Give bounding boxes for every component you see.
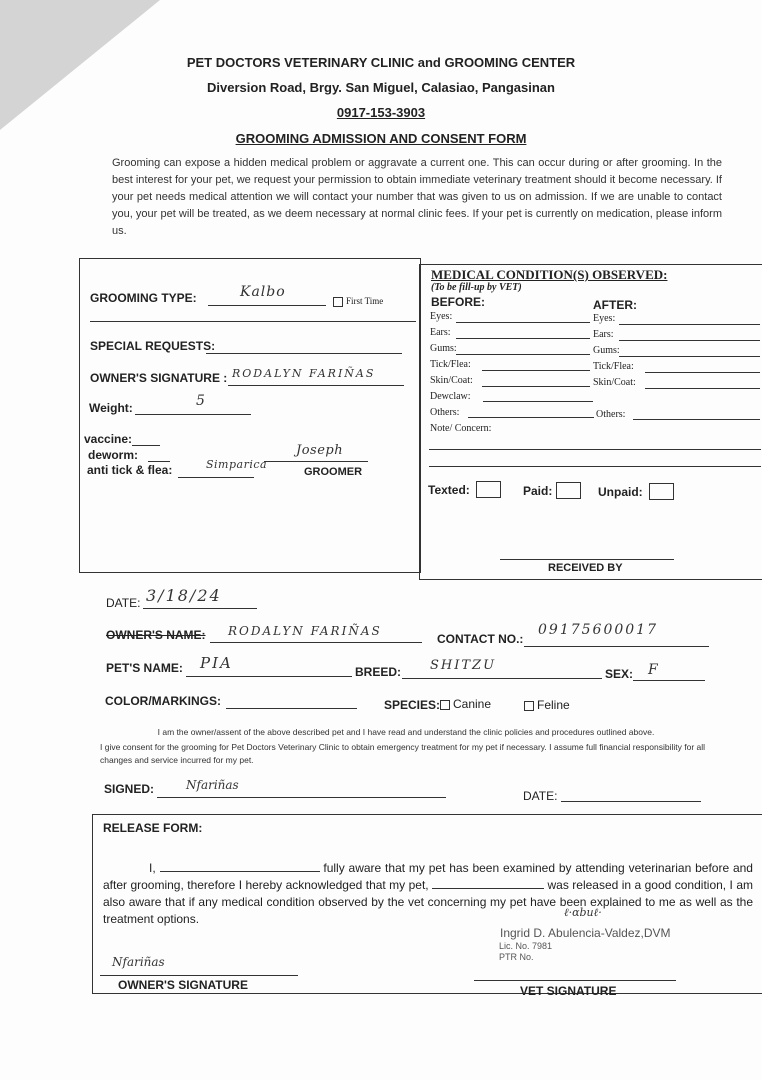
release-pet-blank[interactable] (432, 877, 544, 889)
dewclaw-label: Dewclaw: (430, 391, 471, 402)
anti-tick-label: anti tick & flea: (87, 463, 173, 477)
after-row-line[interactable] (619, 324, 760, 325)
vet-ptr-stamp: PTR No. (499, 952, 534, 962)
date-value: 3/18/24 (146, 586, 222, 605)
owner-signature-line[interactable] (228, 385, 404, 386)
others-before-label: Others: (430, 407, 460, 418)
owner-signature-value: RODALYN FARIÑAS (232, 367, 376, 380)
pet-name-line[interactable] (186, 676, 352, 677)
weight-label: Weight: (89, 401, 133, 415)
first-time-option[interactable] (333, 296, 383, 307)
before-row-line[interactable] (482, 370, 590, 371)
contact-value: 09175600017 (538, 622, 658, 638)
feline-checkbox[interactable] (524, 701, 534, 711)
owner-signature-label: OWNER'S SIGNATURE : (90, 371, 228, 385)
groomer-line[interactable] (264, 461, 368, 462)
release-part-3: was released in a good condition, I am also aware that if any medical condition observed by the vet concerning my pet have been explained to me as well as the treatment options. (103, 878, 753, 926)
after-row-label: Eyes: (593, 313, 616, 324)
feline-label: Feline (537, 698, 570, 712)
texted-checkbox[interactable] (476, 481, 501, 498)
sex-label: SEX: (605, 667, 634, 681)
weight-value: 5 (196, 393, 207, 409)
first-time-checkbox[interactable] (333, 297, 343, 307)
special-requests-line[interactable] (206, 353, 402, 354)
canine-checkbox[interactable] (440, 700, 450, 710)
vaccine-label: vaccine: (84, 432, 133, 446)
breed-line[interactable] (402, 678, 602, 679)
vet-signature-label: VET SIGNATURE (520, 984, 617, 998)
date-line[interactable] (143, 608, 257, 609)
breed-label: BREED: (355, 665, 402, 679)
owner-name-label: OWNER'S NAME: (106, 628, 206, 642)
signed-value: Nfariñas (186, 778, 239, 792)
owner-name-value: RODALYN FARIÑAS (228, 624, 382, 638)
pet-name-value: PIA (200, 654, 233, 672)
texted-label: Texted: (428, 483, 470, 497)
grooming-type-value: Kalbo (240, 284, 286, 300)
color-line[interactable] (226, 708, 357, 709)
grooming-type-label: GROOMING TYPE: (90, 291, 197, 305)
received-by-line[interactable] (500, 559, 674, 560)
groomer-value: Joseph (296, 443, 344, 458)
sex-value: F (648, 662, 660, 678)
anti-tick-value: Simparica (206, 458, 268, 471)
before-row-label: Tick/Flea: (430, 359, 471, 370)
vet-signature-line[interactable] (474, 980, 676, 981)
before-row-label: Skin/Coat: (430, 375, 473, 386)
consent-date-line[interactable] (561, 801, 701, 802)
before-row-label: Gums: (430, 343, 457, 354)
pet-name-label: PET'S NAME: (106, 661, 183, 675)
note-label: Note/ Concern: (430, 423, 492, 434)
signed-line[interactable] (157, 797, 446, 798)
breed-value: SHITZU (430, 658, 497, 673)
owner-name-line[interactable] (210, 642, 422, 643)
release-part-1: I, (149, 861, 156, 875)
clinic-address: Diversion Road, Brgy. San Miguel, Calasiao, Pangasinan (207, 80, 555, 95)
after-row-label: Skin/Coat: (593, 377, 636, 388)
before-row-line[interactable] (456, 322, 590, 323)
after-row-label: Tick/Flea: (593, 361, 634, 372)
clinic-phone: 0917-153-3903 (336, 105, 426, 120)
unpaid-label: Unpaid: (598, 485, 643, 499)
before-row-line[interactable] (482, 386, 590, 387)
sex-line[interactable] (633, 680, 705, 681)
others-after-line[interactable] (633, 419, 760, 420)
release-part-2: fully aware that my pet has been examined by attending veterinarian before and after grooming, therefore I hereby acknowledged that my pet, (103, 861, 753, 892)
consent-line-2: I give consent for the grooming for Pet Doctors Veterinary Clinic to obtain emergency treatment for my pet if necessary. I assume full financial responsibility for all changes and service incurred for my pet. (100, 742, 706, 765)
grooming-type-line-2[interactable] (90, 321, 416, 322)
vet-name-stamp: Ingrid D. Abulencia-Valdez,DVM (500, 926, 671, 940)
form-title: GROOMING ADMISSION AND CONSENT FORM (235, 131, 527, 146)
anti-tick-line[interactable] (178, 477, 254, 478)
owner-signature-release-line[interactable] (100, 975, 298, 976)
release-title: RELEASE FORM: (103, 821, 203, 835)
after-label: AFTER: (593, 298, 637, 312)
after-row-line[interactable] (645, 388, 760, 389)
note-line-1[interactable] (429, 449, 761, 450)
before-row-label: Ears: (430, 327, 451, 338)
release-name-blank[interactable] (160, 860, 320, 872)
owner-signature-scrawl: Nfariñas (112, 955, 165, 969)
dewclaw-line[interactable] (483, 401, 593, 402)
release-paragraph (103, 860, 753, 928)
deworm-label: deworm: (88, 448, 139, 462)
date-label: DATE: (106, 596, 141, 610)
color-label: COLOR/MARKINGS: (105, 694, 221, 708)
vet-signature-scrawl: ℓ·ɑbuℓ· (564, 906, 602, 919)
after-row-line[interactable] (619, 356, 760, 357)
received-by-label: RECEIVED BY (548, 562, 623, 574)
clinic-name: PET DOCTORS VETERINARY CLINIC and GROOMING CENTER (186, 55, 576, 70)
before-row-label: Eyes: (430, 311, 453, 322)
first-time-label: First Time (346, 296, 384, 306)
contact-label: CONTACT NO.: (437, 632, 524, 646)
special-requests-label: SPECIAL REQUESTS: (90, 339, 216, 353)
species-label: SPECIES: (384, 698, 441, 712)
after-row-label: Ears: (593, 329, 614, 340)
vaccine-line[interactable] (132, 445, 160, 446)
grooming-type-line[interactable] (208, 305, 326, 306)
paid-label: Paid: (523, 484, 553, 498)
intro-paragraph: Grooming can expose a hidden medical problem or aggravate a current one. This can occur during or after grooming. In the best interest for your pet, we request your permission to obtain immediate veterinary treatment should it become necessary. If your pet needs medical attention we will contact your number that was given to us on admission. If we are unable to contact you, your pet will be treated, as we deem necessary at normal clinic fees. If your pet is currently on medication, please inform us. (112, 157, 722, 237)
before-label: BEFORE: (431, 295, 485, 309)
paid-checkbox[interactable] (556, 482, 581, 499)
others-before-line[interactable] (468, 417, 594, 418)
medical-title: MEDICAL CONDITION(S) OBSERVED: (431, 267, 668, 282)
unpaid-checkbox[interactable] (649, 483, 674, 500)
after-row-line[interactable] (645, 372, 760, 373)
before-row-line[interactable] (456, 354, 590, 355)
contact-line[interactable] (524, 646, 709, 647)
feline-option[interactable] (524, 698, 570, 712)
canine-option[interactable] (440, 697, 491, 711)
consent-line-1: I am the owner/assent of the above described pet and I have read and understand the clinic policies and procedures outlined above. (157, 727, 655, 737)
note-line-2[interactable] (429, 466, 761, 467)
medical-box (419, 264, 762, 580)
deworm-line[interactable] (148, 461, 170, 462)
consent-date-label: DATE: (523, 789, 558, 803)
vet-license-stamp: Lic. No. 7981 (499, 941, 553, 951)
canine-label: Canine (453, 697, 492, 711)
before-row-line[interactable] (456, 338, 590, 339)
groomer-label: GROOMER (304, 466, 363, 478)
after-row-label: Gums: (593, 345, 620, 356)
others-after-label: Others: (596, 409, 626, 420)
signed-label: SIGNED: (104, 782, 155, 796)
weight-line[interactable] (135, 414, 251, 415)
after-row-line[interactable] (619, 340, 760, 341)
medical-subtitle: (To be fill-up by VET) (431, 282, 522, 293)
release-owner-signature-label: OWNER'S SIGNATURE (118, 978, 248, 992)
